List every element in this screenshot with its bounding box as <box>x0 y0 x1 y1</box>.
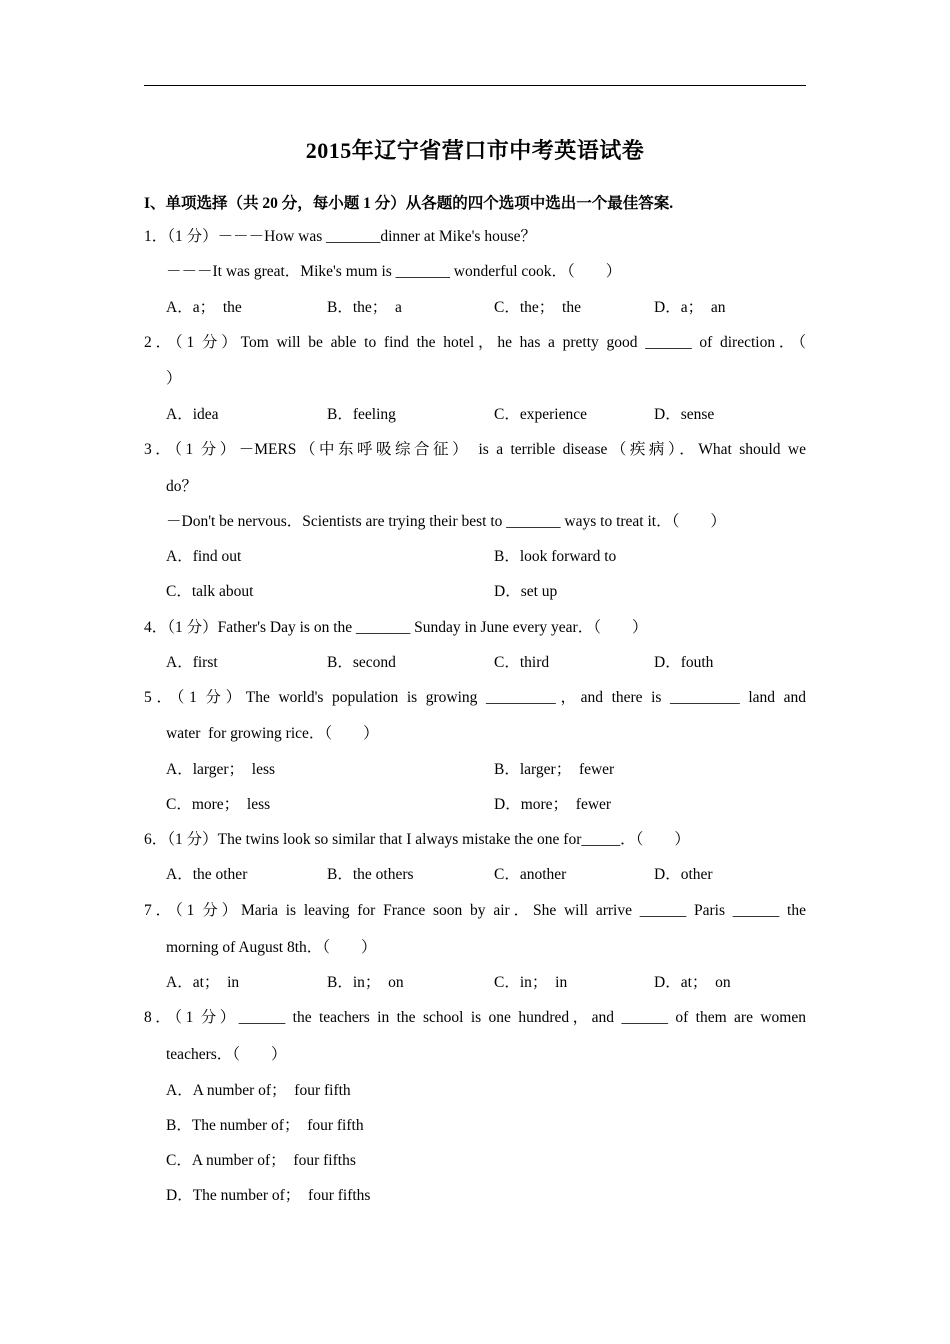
option-a: A．at； in <box>166 974 240 991</box>
question-stem: 1．（1 分）－－－How was _______dinner at Mike's house？ <box>144 228 536 245</box>
option-c: C．third <box>494 654 550 671</box>
option-c: C．more； less <box>166 796 271 813</box>
option-c: C．experience <box>494 406 587 423</box>
option-c: C．the； the <box>494 299 581 316</box>
question-stem: water for growing rice．（ ） <box>166 725 379 742</box>
option-a: A．a； the <box>166 299 242 316</box>
question-stem: teachers．（ ） <box>166 1046 287 1063</box>
option-c: C．A number of； four fifths <box>166 1152 356 1169</box>
option-a: A．first <box>166 654 218 671</box>
question-stem: morning of August 8th．（ ） <box>166 939 377 956</box>
option-d: D．more； fewer <box>494 796 612 813</box>
option-d: D．a； an <box>654 299 726 316</box>
question-stem: 6．（1 分）The twins look so similar that I always mistake the one for_____．（ ） <box>144 831 690 848</box>
question-stem: －Don't be nervous．Scientists are trying their best to _______ ways to treat it．（ ） <box>166 513 726 530</box>
question-stem: 3．（1 分）－MERS（中东呼吸综合征） is a terrible disease（疾病）．What should we <box>144 441 806 458</box>
option-d: D．The number of； four fifths <box>166 1187 371 1204</box>
option-b: B．second <box>327 654 396 671</box>
option-d: D．other <box>654 866 713 883</box>
option-d: D．at； on <box>654 974 731 991</box>
option-a: A．the other <box>166 866 248 883</box>
option-b: B．feeling <box>327 406 396 423</box>
header-rule <box>144 85 806 86</box>
option-b: B．look forward to <box>494 548 617 565</box>
option-b: B．The number of； four fifth <box>166 1117 364 1134</box>
option-a: A．A number of； four fifth <box>166 1082 351 1099</box>
option-d: D．set up <box>494 583 558 600</box>
option-b: B．the others <box>327 866 414 883</box>
option-c: C．in； in <box>494 974 568 991</box>
option-b: B．larger； fewer <box>494 761 615 778</box>
option-b: B．in； on <box>327 974 404 991</box>
question-stem: ） <box>166 370 182 387</box>
section-heading: I、单项选择（共 20 分，每小题 1 分）从各题的四个选项中选出一个最佳答案. <box>144 195 674 212</box>
option-d: D．fouth <box>654 654 714 671</box>
question-stem: －－－It was great．Mike's mum is _______ wonderful cook．（ ） <box>166 263 622 280</box>
question-stem: do？ <box>166 478 198 495</box>
question-stem: 8．（1 分）______ the teachers in the school is one hundred，and ______ of them are women <box>144 1009 806 1026</box>
page-title: 2015年辽宁省营口市中考英语试卷 <box>305 138 645 163</box>
option-b: B．the； a <box>327 299 402 316</box>
option-d: D．sense <box>654 406 715 423</box>
option-a: A．find out <box>166 548 242 565</box>
question-stem: 4．（1 分）Father's Day is on the _______ Sunday in June every year．（ ） <box>144 619 648 636</box>
question-stem: 7．（1 分）Maria is leaving for France soon by air．She will arrive ______ Paris ______ the <box>144 902 806 919</box>
question-stem: 2．（1 分）Tom will be able to find the hotel，he has a pretty good ______ of direction．（ <box>144 334 806 351</box>
option-c: C．another <box>494 866 567 883</box>
option-c: C．talk about <box>166 583 254 600</box>
option-a: A．idea <box>166 406 219 423</box>
option-a: A．larger； less <box>166 761 276 778</box>
question-stem: 5．（1 分）The world's population is growing _________，and there is _________ land and <box>144 689 806 706</box>
